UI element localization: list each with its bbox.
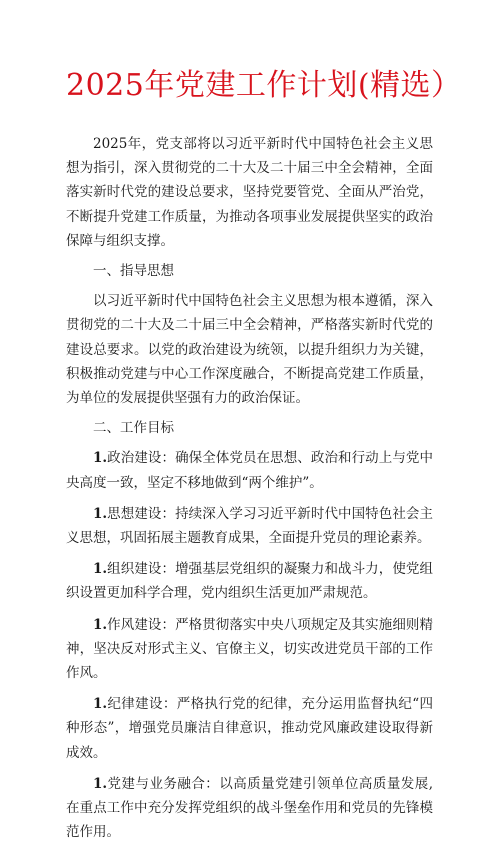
goal-text: 思想建设：持续深入学习习近平新时代中国特色社会主义思想，巩固拓展主题教育成果，全面提升党员的理论素养。: [66, 505, 433, 547]
document-title: 2025年党建工作计划(精选）: [66, 68, 462, 103]
goal-number: 1.: [93, 561, 108, 578]
goal-text: 作风建设：严格贯彻落实中央八项规定及其实施细则精神，坚决反对形式主义、官僚主义，切实改进党员干部的工作作风。: [66, 616, 433, 682]
goal-item-ideological: [66, 502, 433, 550]
section-heading-work-goals: 二、工作目标: [93, 420, 174, 437]
section-heading-guiding-ideology: 一、指导思想: [93, 263, 174, 280]
goal-number: 1.: [93, 696, 108, 713]
goal-number: 1.: [93, 775, 108, 792]
goal-number: 1.: [93, 616, 108, 633]
guiding-ideology-paragraph: 以习近平新时代中国特色社会主义思想为根本遵循，深入贯彻党的二十大及二十届三中全会精神，严格落实新时代党的建设总要求。以党的政治建设为统领，以提升组织力为关键，积极推动党建与中心工作深度融合，不断提高党建工作质量，为单位的发展提供坚强有力的政治保证。: [66, 293, 433, 407]
goal-item-work-style: [66, 613, 433, 686]
goal-item-political: [66, 446, 433, 494]
goal-item-organizational: [66, 557, 433, 605]
goal-item-integration: [66, 772, 433, 844]
goal-number: 1.: [93, 450, 108, 467]
intro-paragraph: 2025年，党支部将以习近平新时代中国特色社会主义思想为指引，深入贯彻党的二十大及二十届三中全会精神，全面落实新时代党的建设总要求，坚持党要管党、全面从严治党，不断提升党建工作质量，为推动各项事业发展提供坚实的政治保障与组织支撑。: [66, 136, 433, 249]
document-body: [66, 132, 433, 844]
goal-item-discipline: [66, 692, 433, 765]
goal-text: 组织建设：增强基层党组织的凝聚力和战斗力，使党组织设置更加科学合理，党内组织生活更加严肃规范。: [66, 561, 433, 602]
goal-text: 政治建设：确保全体党员在思想、政治和行动上与党中央高度一致，坚定不移地做到“两个维护”。: [66, 450, 433, 491]
goal-number: 1.: [93, 505, 108, 522]
goal-text: 党建与业务融合：以高质量党建引领单位高质量发展,在重点工作中充分发挥党组织的战斗堡垒作用和党员的先锋模范作用。: [66, 775, 433, 841]
goal-text: 纪律建设：严格执行党的纪律，充分运用监督执纪“四种形态”，增强党员廉洁自律意识，推动党风廉政建设取得新成效。: [66, 696, 433, 761]
